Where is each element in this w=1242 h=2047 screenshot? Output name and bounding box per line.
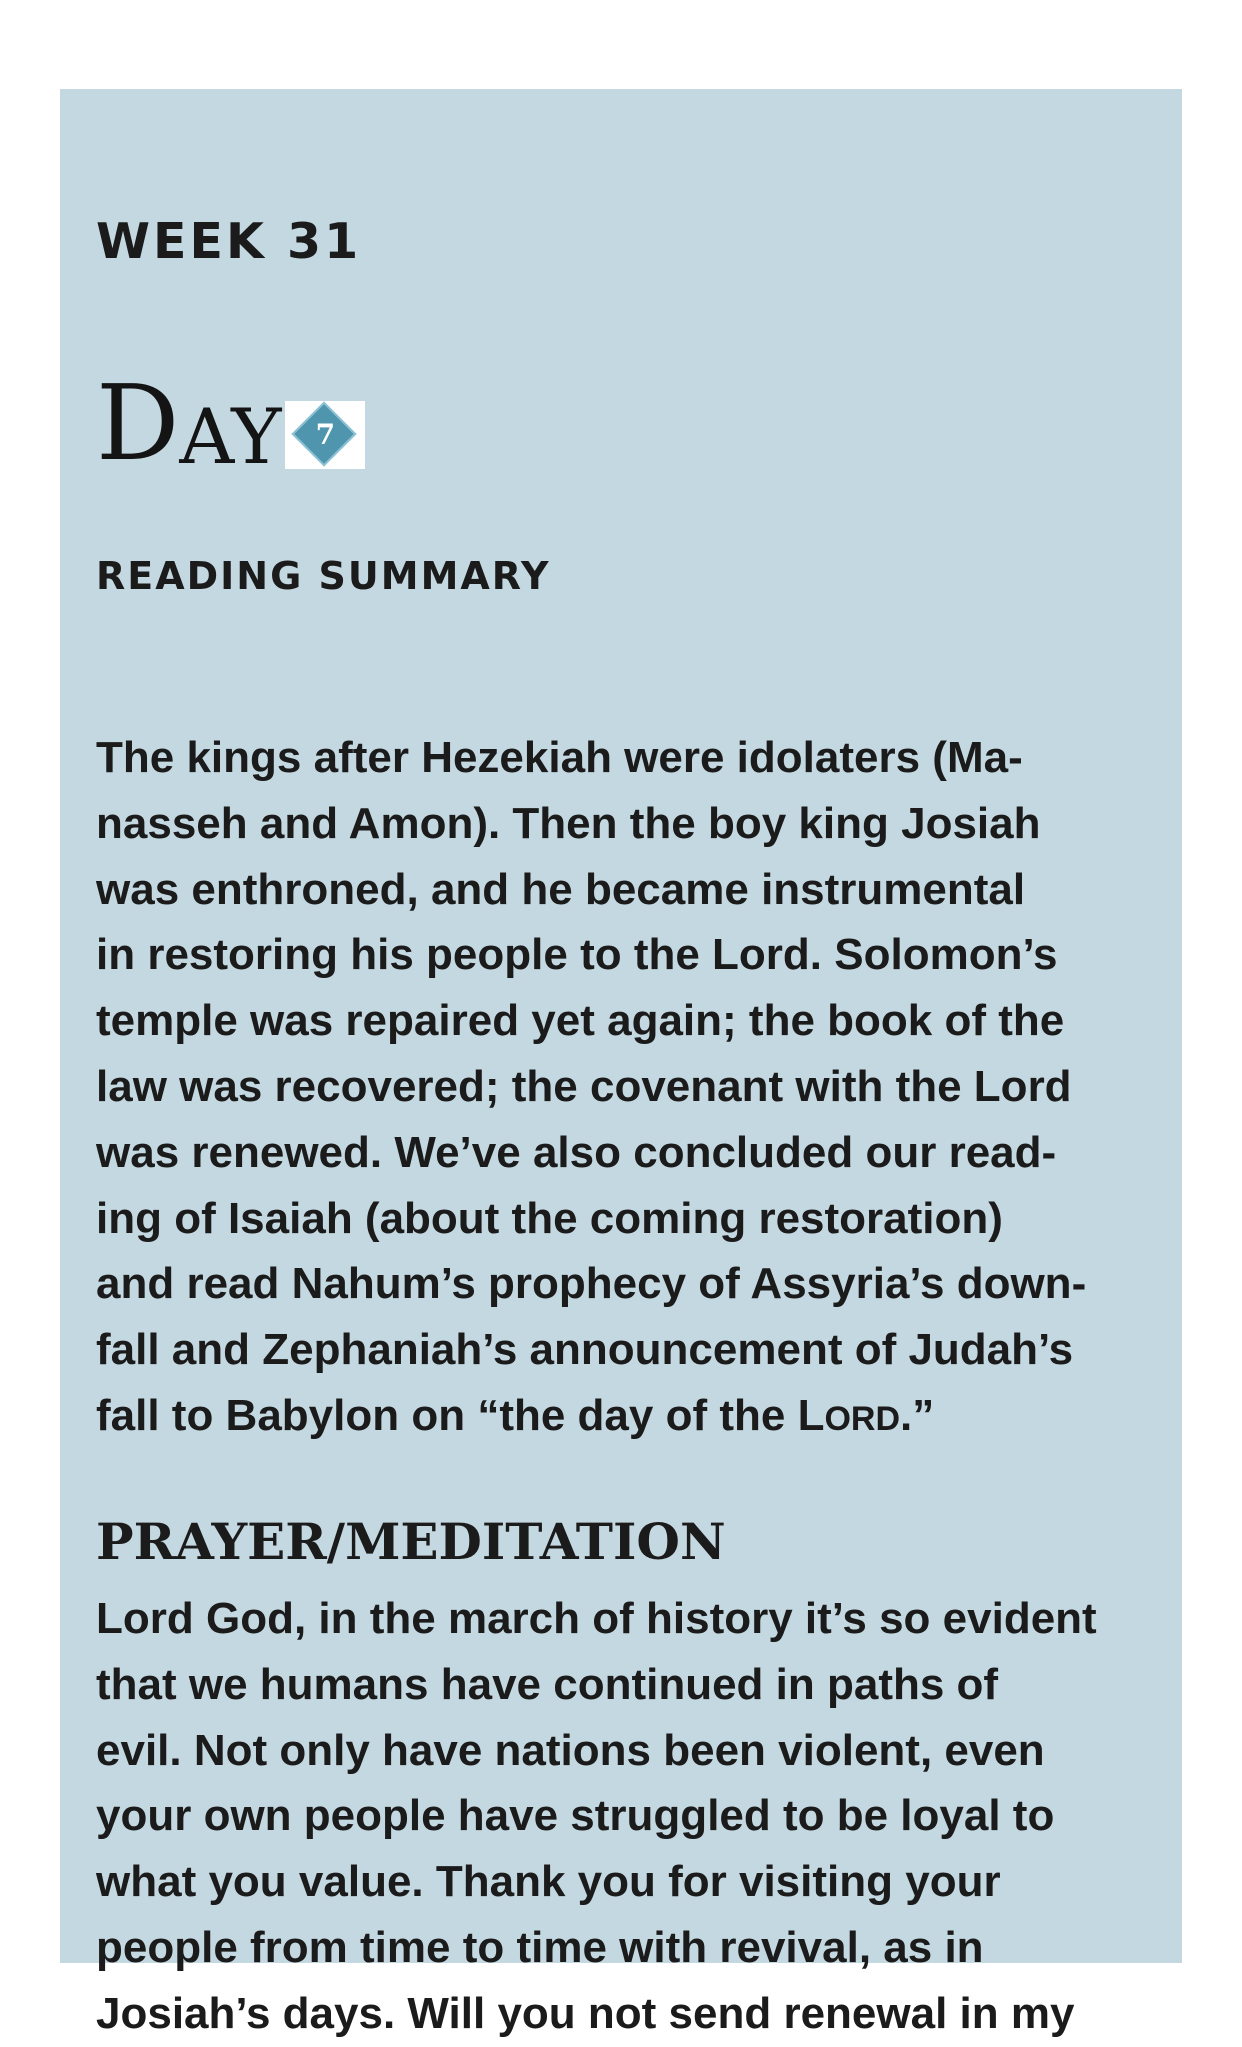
summary-line: fall and Zephaniah’s announcement of Judah’s — [96, 1325, 1074, 1375]
summary-line: nasseh and Amon). Then the boy king Josiah — [96, 798, 1041, 848]
summary-line-last — [96, 1383, 1156, 1453]
prayer-meditation-heading: PRAYER/MEDITATION — [96, 1512, 726, 1571]
summary-line: and read Nahum’s prophecy of Assyria’s down- — [96, 1259, 1087, 1309]
summary-line: law was recovered; the covenant with the Lord — [96, 1061, 1072, 1111]
summary-line: The kings after Hezekiah were idolaters (Ma- — [96, 733, 1023, 782]
day-number-badge — [285, 401, 365, 469]
reading-summary-heading: READING SUMMARY — [96, 554, 551, 598]
prayer-line: what you value. Thank you for visiting your — [96, 1857, 1001, 1907]
prayer-line: that we humans have continued in paths of — [96, 1659, 999, 1709]
reading-summary-text — [96, 725, 1156, 1453]
day-number: 7 — [315, 418, 336, 451]
summary-line: was enthroned, and he became instrumental — [96, 864, 1026, 914]
prayer-line: your own people have struggled to be loyal to — [96, 1791, 1055, 1841]
day-title-initial: D — [96, 362, 180, 484]
summary-last-end: .” — [900, 1390, 935, 1440]
week-label: WEEK 31 — [96, 213, 362, 270]
prayer-line: people from time to time with revival, as in — [96, 1922, 984, 1972]
prayer-line: Josiah’s days. Will you not send renewal in my — [96, 1988, 1075, 2038]
prayer-line: evil. Not only have nations been violent, even — [96, 1725, 1045, 1775]
summary-line: was renewed. We’ve also concluded our read- — [96, 1127, 1057, 1177]
summary-last-smallcaps: ORD — [824, 1399, 901, 1438]
devotional-panel — [60, 89, 1182, 2038]
prayer-line: Lord God, in the march of history it’s so evident — [96, 1594, 1097, 1643]
prayer-text — [96, 1586, 1156, 2047]
summary-line: temple was repaired yet again; the book of the — [96, 996, 1065, 1046]
summary-line: in restoring his people to the Lord. Solomon’s — [96, 930, 1058, 980]
day-title — [96, 362, 365, 484]
summary-line: ing of Isaiah (about the coming restoration) — [96, 1193, 1003, 1243]
summary-last-start: fall to Babylon on “the day of the L — [96, 1390, 825, 1440]
day-title-rest: AY — [179, 392, 282, 481]
